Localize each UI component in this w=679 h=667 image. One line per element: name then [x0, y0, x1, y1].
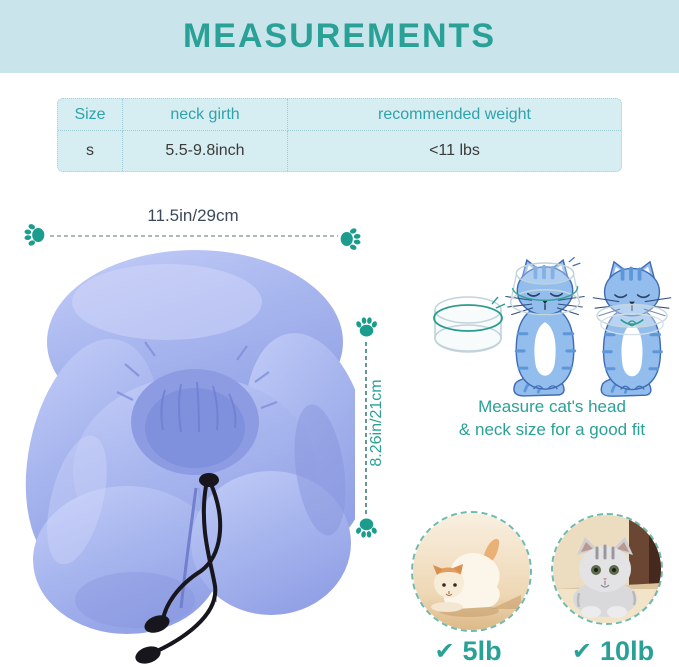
size-table-cell-neck-girth: 5.5-9.8inch [123, 131, 288, 171]
weight-example-5lb [418, 636, 518, 667]
height-measurement-label: 8.26in/21cm [368, 379, 385, 467]
fit-guide-caption [428, 396, 676, 442]
paw-print-icon [354, 315, 379, 340]
cream-kitten-photo [411, 511, 532, 632]
size-table-header-weight: recommended weight [288, 99, 621, 131]
page-title: MEASUREMENTS [182, 17, 497, 55]
measurements-banner [0, 0, 679, 73]
size-table-header-size: Size [58, 99, 123, 131]
weight-label-5lb: 5lb [462, 636, 502, 666]
size-table [57, 98, 622, 172]
grey-cat-photo [551, 513, 663, 625]
check-icon: ✔ [434, 638, 455, 665]
size-table-cell-size: s [58, 131, 123, 171]
weight-label-10lb: 10lb [600, 636, 655, 666]
size-table-cell-weight: <11 lbs [429, 142, 480, 159]
collar-ring-icon [428, 286, 508, 364]
cat-with-ring-on-head-illustration [502, 257, 588, 399]
width-measurement-label: 11.5in/29cm [147, 206, 239, 225]
cat-with-ring-on-neck-illustration [588, 259, 676, 399]
paw-print-icon [354, 515, 379, 540]
check-icon: ✔ [571, 638, 593, 665]
size-table-header-neck-girth: neck girth [123, 99, 288, 131]
cat-collar-product-image [15, 240, 355, 665]
fit-guide-caption-line1: Measure cat's head [478, 397, 626, 416]
fit-guide-caption-line2: & neck size for a good fit [458, 419, 646, 439]
weight-example-10lb [558, 636, 668, 667]
